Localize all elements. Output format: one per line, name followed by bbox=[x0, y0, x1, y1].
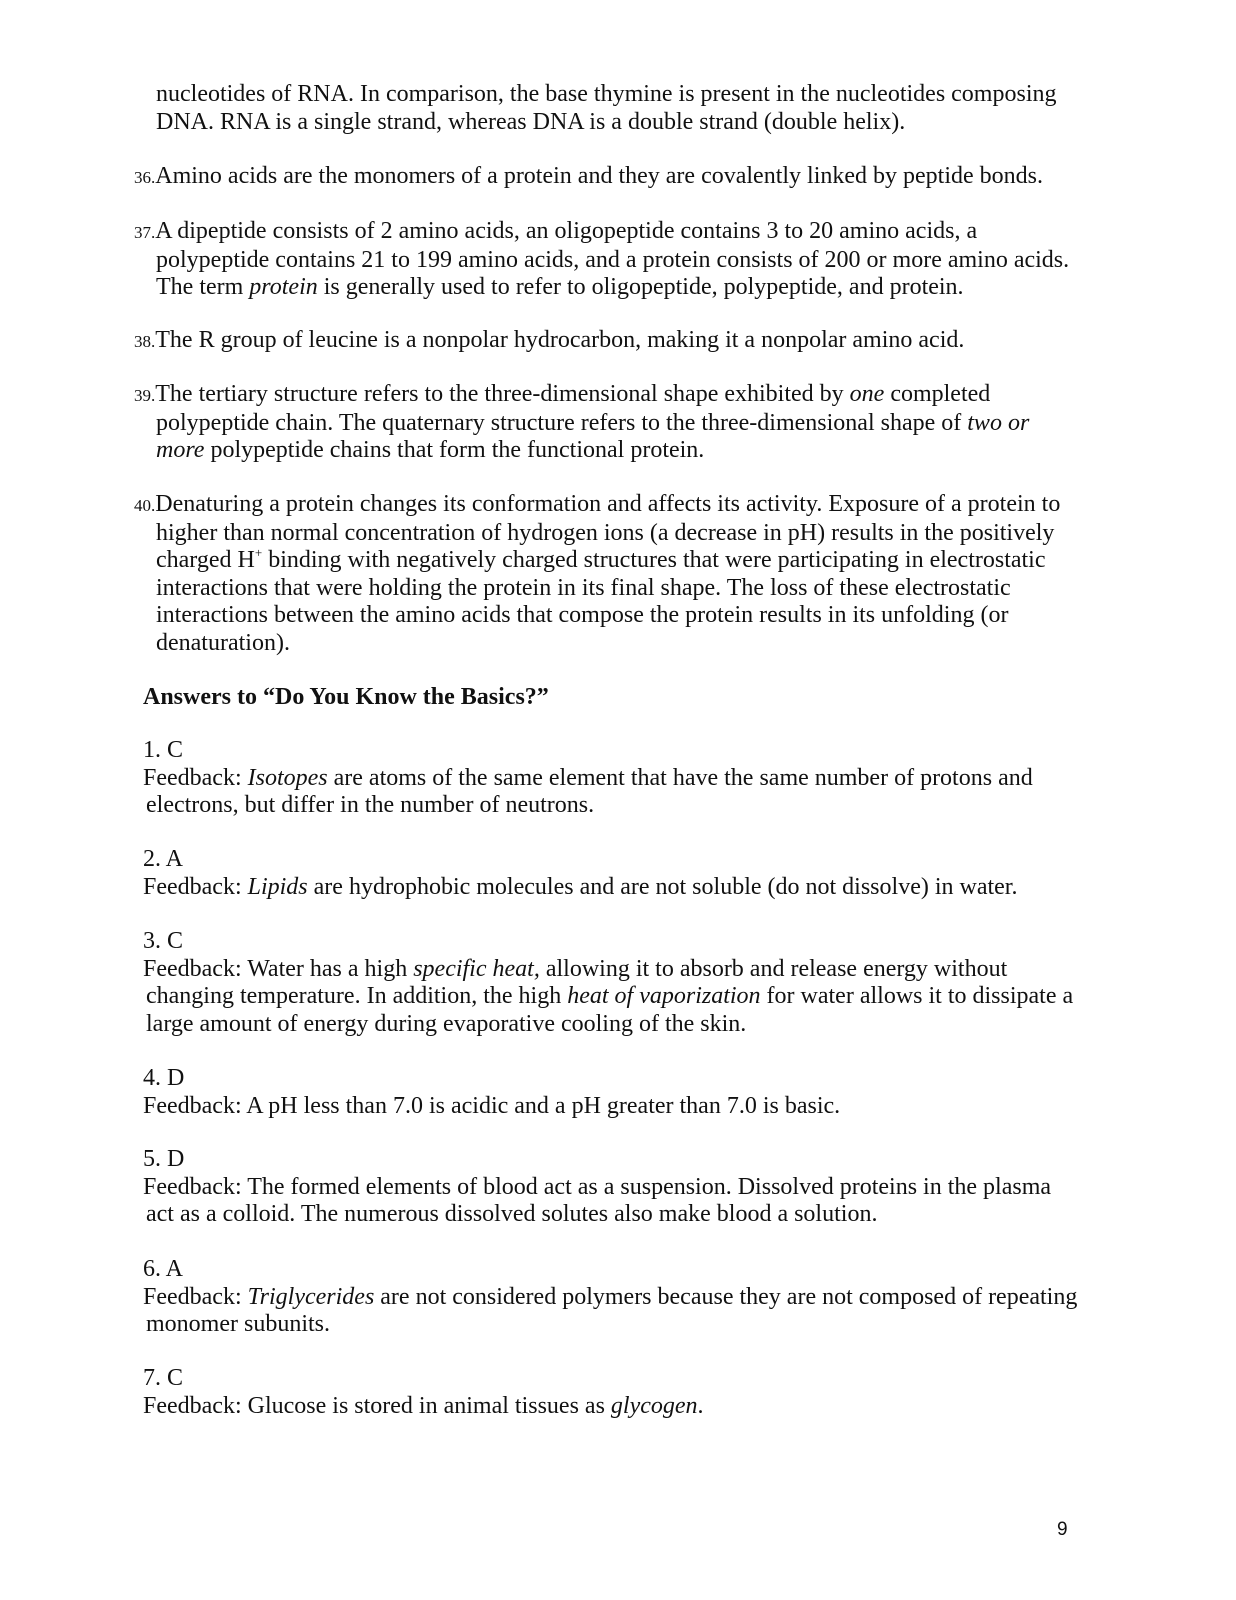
answer-4 bbox=[143, 1065, 1093, 1120]
answer-key: 2. A bbox=[143, 846, 184, 872]
page-number: 9 bbox=[1057, 1519, 1068, 1540]
text-line: polypeptide chain. The quaternary structure refers to the three-dimensional shape of two or bbox=[156, 409, 1030, 436]
answer-key: 1. C bbox=[143, 737, 184, 763]
item-40 bbox=[134, 491, 1086, 657]
answer-3 bbox=[143, 928, 1093, 1038]
feedback-line: Feedback: The formed elements of blood act as a suspension. Dissolved proteins in the plasma bbox=[143, 1173, 1052, 1200]
text-line: DNA. RNA is a single strand, whereas DNA is a double strand (double helix). bbox=[156, 108, 906, 135]
text-line: Amino acids are the monomers of a protein and they are covalently linked by peptide bonds. bbox=[155, 163, 1043, 189]
answer-5 bbox=[143, 1146, 1093, 1229]
emphasis: one bbox=[849, 381, 885, 407]
answer-key: 5. D bbox=[143, 1146, 185, 1172]
text-run: The tertiary structure refers to the three-dimensional shape exhibited by bbox=[155, 381, 850, 407]
item-39 bbox=[134, 381, 1086, 465]
item-number: 40. bbox=[134, 496, 156, 515]
feedback-line: large amount of energy during evaporative cooling of the skin. bbox=[146, 1010, 747, 1037]
text-line: The R group of leucine is a nonpolar hydrocarbon, making it a nonpolar amino acid. bbox=[155, 327, 965, 353]
text-line: A dipeptide consists of 2 amino acids, an oligopeptide contains 3 to 20 amino acids, a bbox=[155, 218, 978, 244]
answer-key: 4. D bbox=[143, 1065, 185, 1091]
text-line: nucleotides of RNA. In comparison, the base thymine is present in the nucleotides composing bbox=[156, 81, 1057, 107]
item-35-continuation bbox=[156, 81, 1086, 136]
answer-key: 7. C bbox=[143, 1365, 184, 1391]
feedback-line: Feedback: Water has a high specific heat, allowing it to absorb and release energy without bbox=[143, 955, 1008, 982]
answer-1 bbox=[143, 737, 1093, 820]
item-number: 36. bbox=[134, 168, 156, 187]
feedback-line: Feedback: Isotopes are atoms of the same element that have the same number of protons and bbox=[143, 764, 1033, 791]
section-heading: Answers to “Do You Know the Basics?” bbox=[143, 684, 549, 710]
item-37 bbox=[134, 218, 1086, 302]
answer-6 bbox=[143, 1256, 1093, 1339]
text-line: higher than normal concentration of hydrogen ions (a decrease in pH) results in the positively bbox=[156, 519, 1055, 546]
answer-key: 6. A bbox=[143, 1256, 184, 1282]
feedback-line: Feedback: Lipids are hydrophobic molecules and are not soluble (do not dissolve) in water. bbox=[143, 873, 1018, 900]
text-line: charged H+ binding with negatively charged structures that were participating in electrostatic bbox=[156, 545, 1046, 573]
answer-key: 3. C bbox=[143, 928, 184, 954]
item-number: 38. bbox=[134, 332, 156, 351]
item-number: 37. bbox=[134, 223, 156, 242]
item-number: 39. bbox=[134, 386, 156, 405]
feedback-line: changing temperature. In addition, the high heat of vaporization for water allows it to dissipate a bbox=[146, 983, 1074, 1009]
text-line: interactions that were holding the protein in its final shape. The loss of these electrostatic bbox=[156, 574, 1011, 601]
feedback-line: electrons, but differ in the number of neutrons. bbox=[146, 792, 595, 818]
feedback-line: Feedback: A pH less than 7.0 is acidic and a pH greater than 7.0 is basic. bbox=[143, 1092, 841, 1119]
item-38 bbox=[134, 327, 1086, 356]
text-line: more polypeptide chains that form the functional protein. bbox=[156, 437, 705, 463]
text-line: interactions between the amino acids that compose the protein results in its unfolding (or bbox=[156, 602, 1009, 628]
feedback-line: Feedback: Triglycerides are not considered polymers because they are not composed of repeating bbox=[143, 1283, 1078, 1310]
feedback-line: Feedback: Glucose is stored in animal tissues as glycogen. bbox=[143, 1392, 704, 1419]
feedback-line: monomer subunits. bbox=[146, 1311, 330, 1337]
text-line: Denaturing a protein changes its conformation and affects its activity. Exposure of a protein to bbox=[155, 491, 1061, 517]
text-line: The term protein is generally used to refer to oligopeptide, polypeptide, and protein. bbox=[156, 274, 964, 300]
text-line: polypeptide contains 21 to 199 amino acids, and a protein consists of 200 or more amino acids. bbox=[156, 246, 1070, 273]
answer-2 bbox=[143, 846, 1093, 901]
text-line: denaturation). bbox=[156, 629, 290, 656]
feedback-line: act as a colloid. The numerous dissolved solutes also make blood a solution. bbox=[146, 1201, 878, 1227]
item-36 bbox=[134, 163, 1086, 192]
text-run: completed bbox=[884, 381, 991, 407]
answer-7 bbox=[143, 1365, 1093, 1420]
